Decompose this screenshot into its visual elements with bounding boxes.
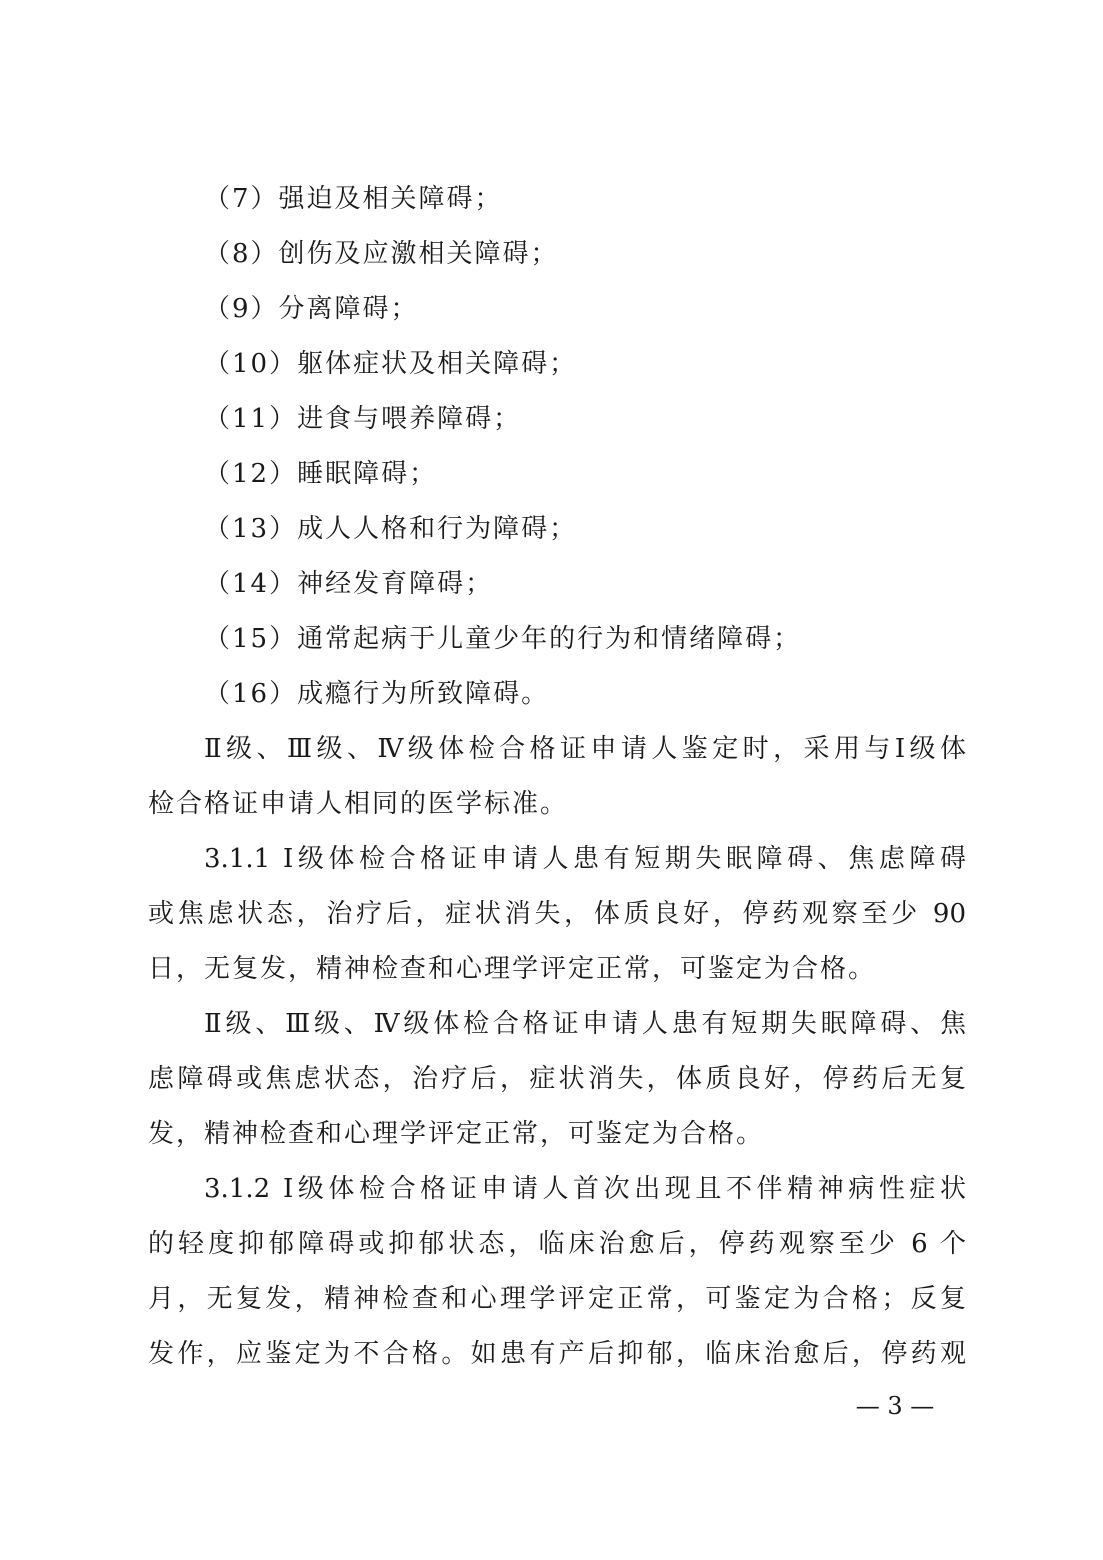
- list-item: （8）创伤及应激相关障碍；: [204, 239, 559, 269]
- paragraph-line: 3.1.1 Ⅰ级体检合格证申请人患有短期失眠障碍、焦虑障碍: [204, 844, 966, 874]
- document-body: [148, 172, 966, 1382]
- paragraph-line: 虑障碍或焦虑状态，治疗后，症状消失，体质良好，停药后无复: [148, 1064, 966, 1094]
- list-item: （13）成人人格和行为障碍；: [204, 514, 578, 544]
- list-item: （10）躯体症状及相关障碍；: [204, 349, 578, 379]
- paragraph-line: 或焦虑状态，治疗后，症状消失，体质良好，停药观察至少 90: [148, 899, 966, 929]
- list-item: （15）通常起病于儿童少年的行为和情绪障碍；: [204, 624, 802, 654]
- paragraph-line: 3.1.2 Ⅰ级体检合格证申请人首次出现且不伴精神病性症状: [204, 1174, 966, 1204]
- page-number: — 3 —: [855, 1392, 935, 1420]
- paragraph-line: 检合格证申请人相同的医学标准。: [148, 789, 569, 819]
- paragraph-other-levels-standard: [148, 722, 966, 832]
- paragraph-line: 发，精神检查和心理学评定正常，可鉴定为合格。: [148, 1119, 765, 1149]
- paragraph-other-levels-anxiety: [148, 997, 966, 1162]
- paragraph-line: 发作，应鉴定为不合格。如患有产后抑郁，临床治愈后，停药观: [148, 1339, 966, 1369]
- paragraph-line: Ⅱ级、Ⅲ级、Ⅳ级体检合格证申请人鉴定时，采用与Ⅰ级体: [204, 734, 966, 764]
- list-item: （16）成瘾行为所致障碍。: [204, 679, 550, 709]
- paragraph-line: 的轻度抑郁障碍或抑郁状态，临床治愈后，停药观察至少 6 个: [148, 1229, 966, 1259]
- paragraph-3-1-2: [148, 1162, 966, 1382]
- list-item: （12）睡眠障碍；: [204, 459, 438, 489]
- list-item: （7）强迫及相关障碍；: [204, 184, 503, 214]
- list-item: （14）神经发育障碍；: [204, 569, 494, 599]
- paragraph-line: Ⅱ级、Ⅲ级、Ⅳ级体检合格证申请人患有短期失眠障碍、焦: [204, 1009, 966, 1039]
- list-item: （9）分离障碍；: [204, 294, 419, 324]
- paragraph-line: 日，无复发，精神检查和心理学评定正常，可鉴定为合格。: [148, 954, 877, 984]
- list-item: （11）进食与喂养障碍；: [204, 404, 522, 434]
- paragraph-3-1-1: [148, 832, 966, 997]
- paragraph-line: 月，无复发，精神检查和心理学评定正常，可鉴定为合格；反复: [148, 1284, 966, 1314]
